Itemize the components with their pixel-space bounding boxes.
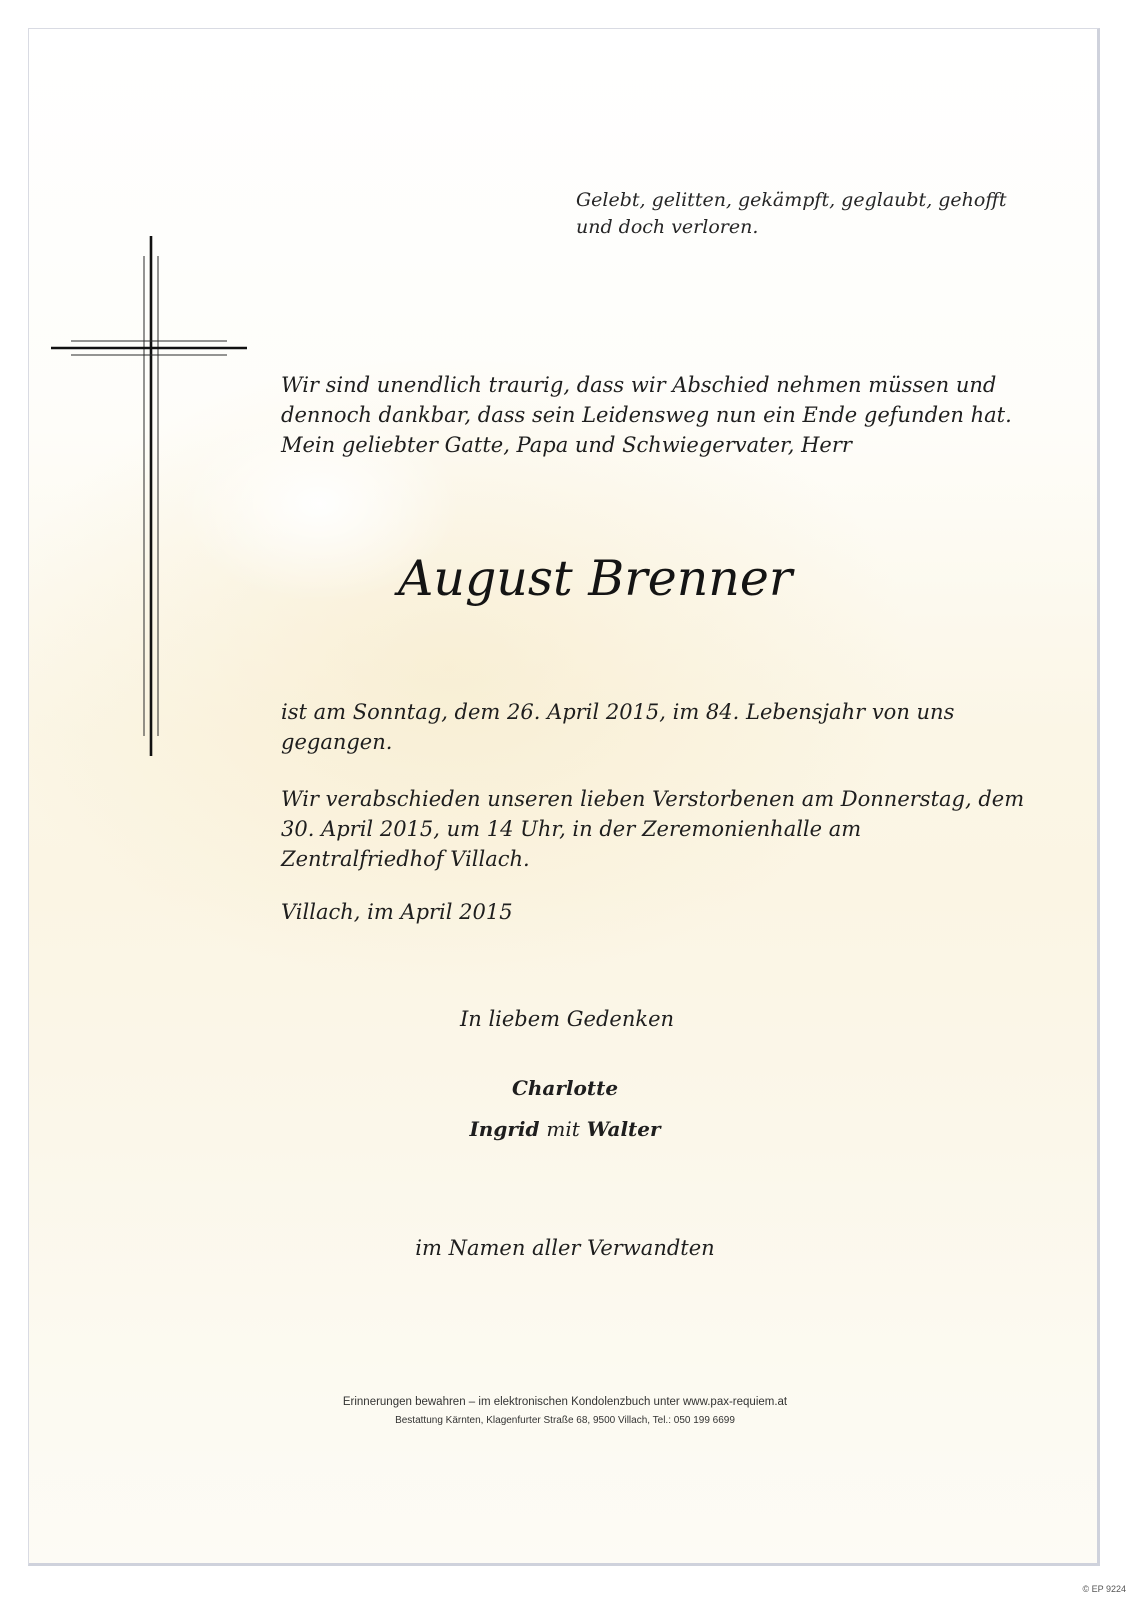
memory-line: In liebem Gedenken: [459, 1007, 675, 1031]
place-date: Villach, im April 2015: [281, 900, 513, 924]
form-code: © EP 9224: [1082, 1584, 1126, 1594]
relatives-line: im Namen aller Verwandten: [415, 1236, 715, 1260]
motto-line-2: und doch verloren.: [576, 216, 759, 238]
funeral-line-1: Wir verabschieden unseren lieben Verstorbenen am Donnerstag, dem: [281, 787, 1025, 811]
death-line-1: ist am Sonntag, dem 26. April 2015, im 84. Lebensjahr von uns: [281, 700, 955, 724]
obituary-sheet: [28, 28, 1100, 1566]
mourner-second-name-b: Walter: [586, 1117, 661, 1141]
motto-line-1: Gelebt, gelitten, gekämpft, geglaubt, gehofft: [576, 189, 1007, 211]
mourner-first: Charlotte: [511, 1076, 619, 1100]
footer-condolence-line: Erinnerungen bewahren – im elektronischen Kondolenzbuch unter www.pax-requiem.at: [342, 1396, 788, 1408]
intro-paragraph: [281, 370, 1012, 460]
intro-line-2: dennoch dankbar, dass sein Leidensweg nun ein Ende gefunden hat.: [281, 403, 1012, 427]
cross-icon: [49, 236, 249, 756]
funeral-notice: [281, 784, 1024, 874]
death-notice: [281, 697, 954, 757]
mourner-second-connector: mit: [546, 1117, 580, 1141]
funeral-line-2: 30. April 2015, um 14 Uhr, in der Zeremonienhalle am: [281, 817, 862, 841]
intro-line-1: Wir sind unendlich traurig, dass wir Abschied nehmen müssen und: [281, 373, 997, 397]
footer-address-line: Bestattung Kärnten, Klagenfurter Straße 68, 9500 Villach, Tel.: 050 199 6699: [395, 1415, 735, 1426]
mourner-second: [29, 1114, 1101, 1144]
funeral-line-3: Zentralfriedhof Villach.: [281, 847, 530, 871]
deceased-name: August Brenner: [398, 550, 793, 607]
mourner-second-name-a: Ingrid: [469, 1117, 540, 1141]
motto: [576, 187, 1006, 241]
intro-line-3: Mein geliebter Gatte, Papa und Schwiegervater, Herr: [281, 433, 852, 457]
death-line-2: gegangen.: [281, 730, 393, 754]
